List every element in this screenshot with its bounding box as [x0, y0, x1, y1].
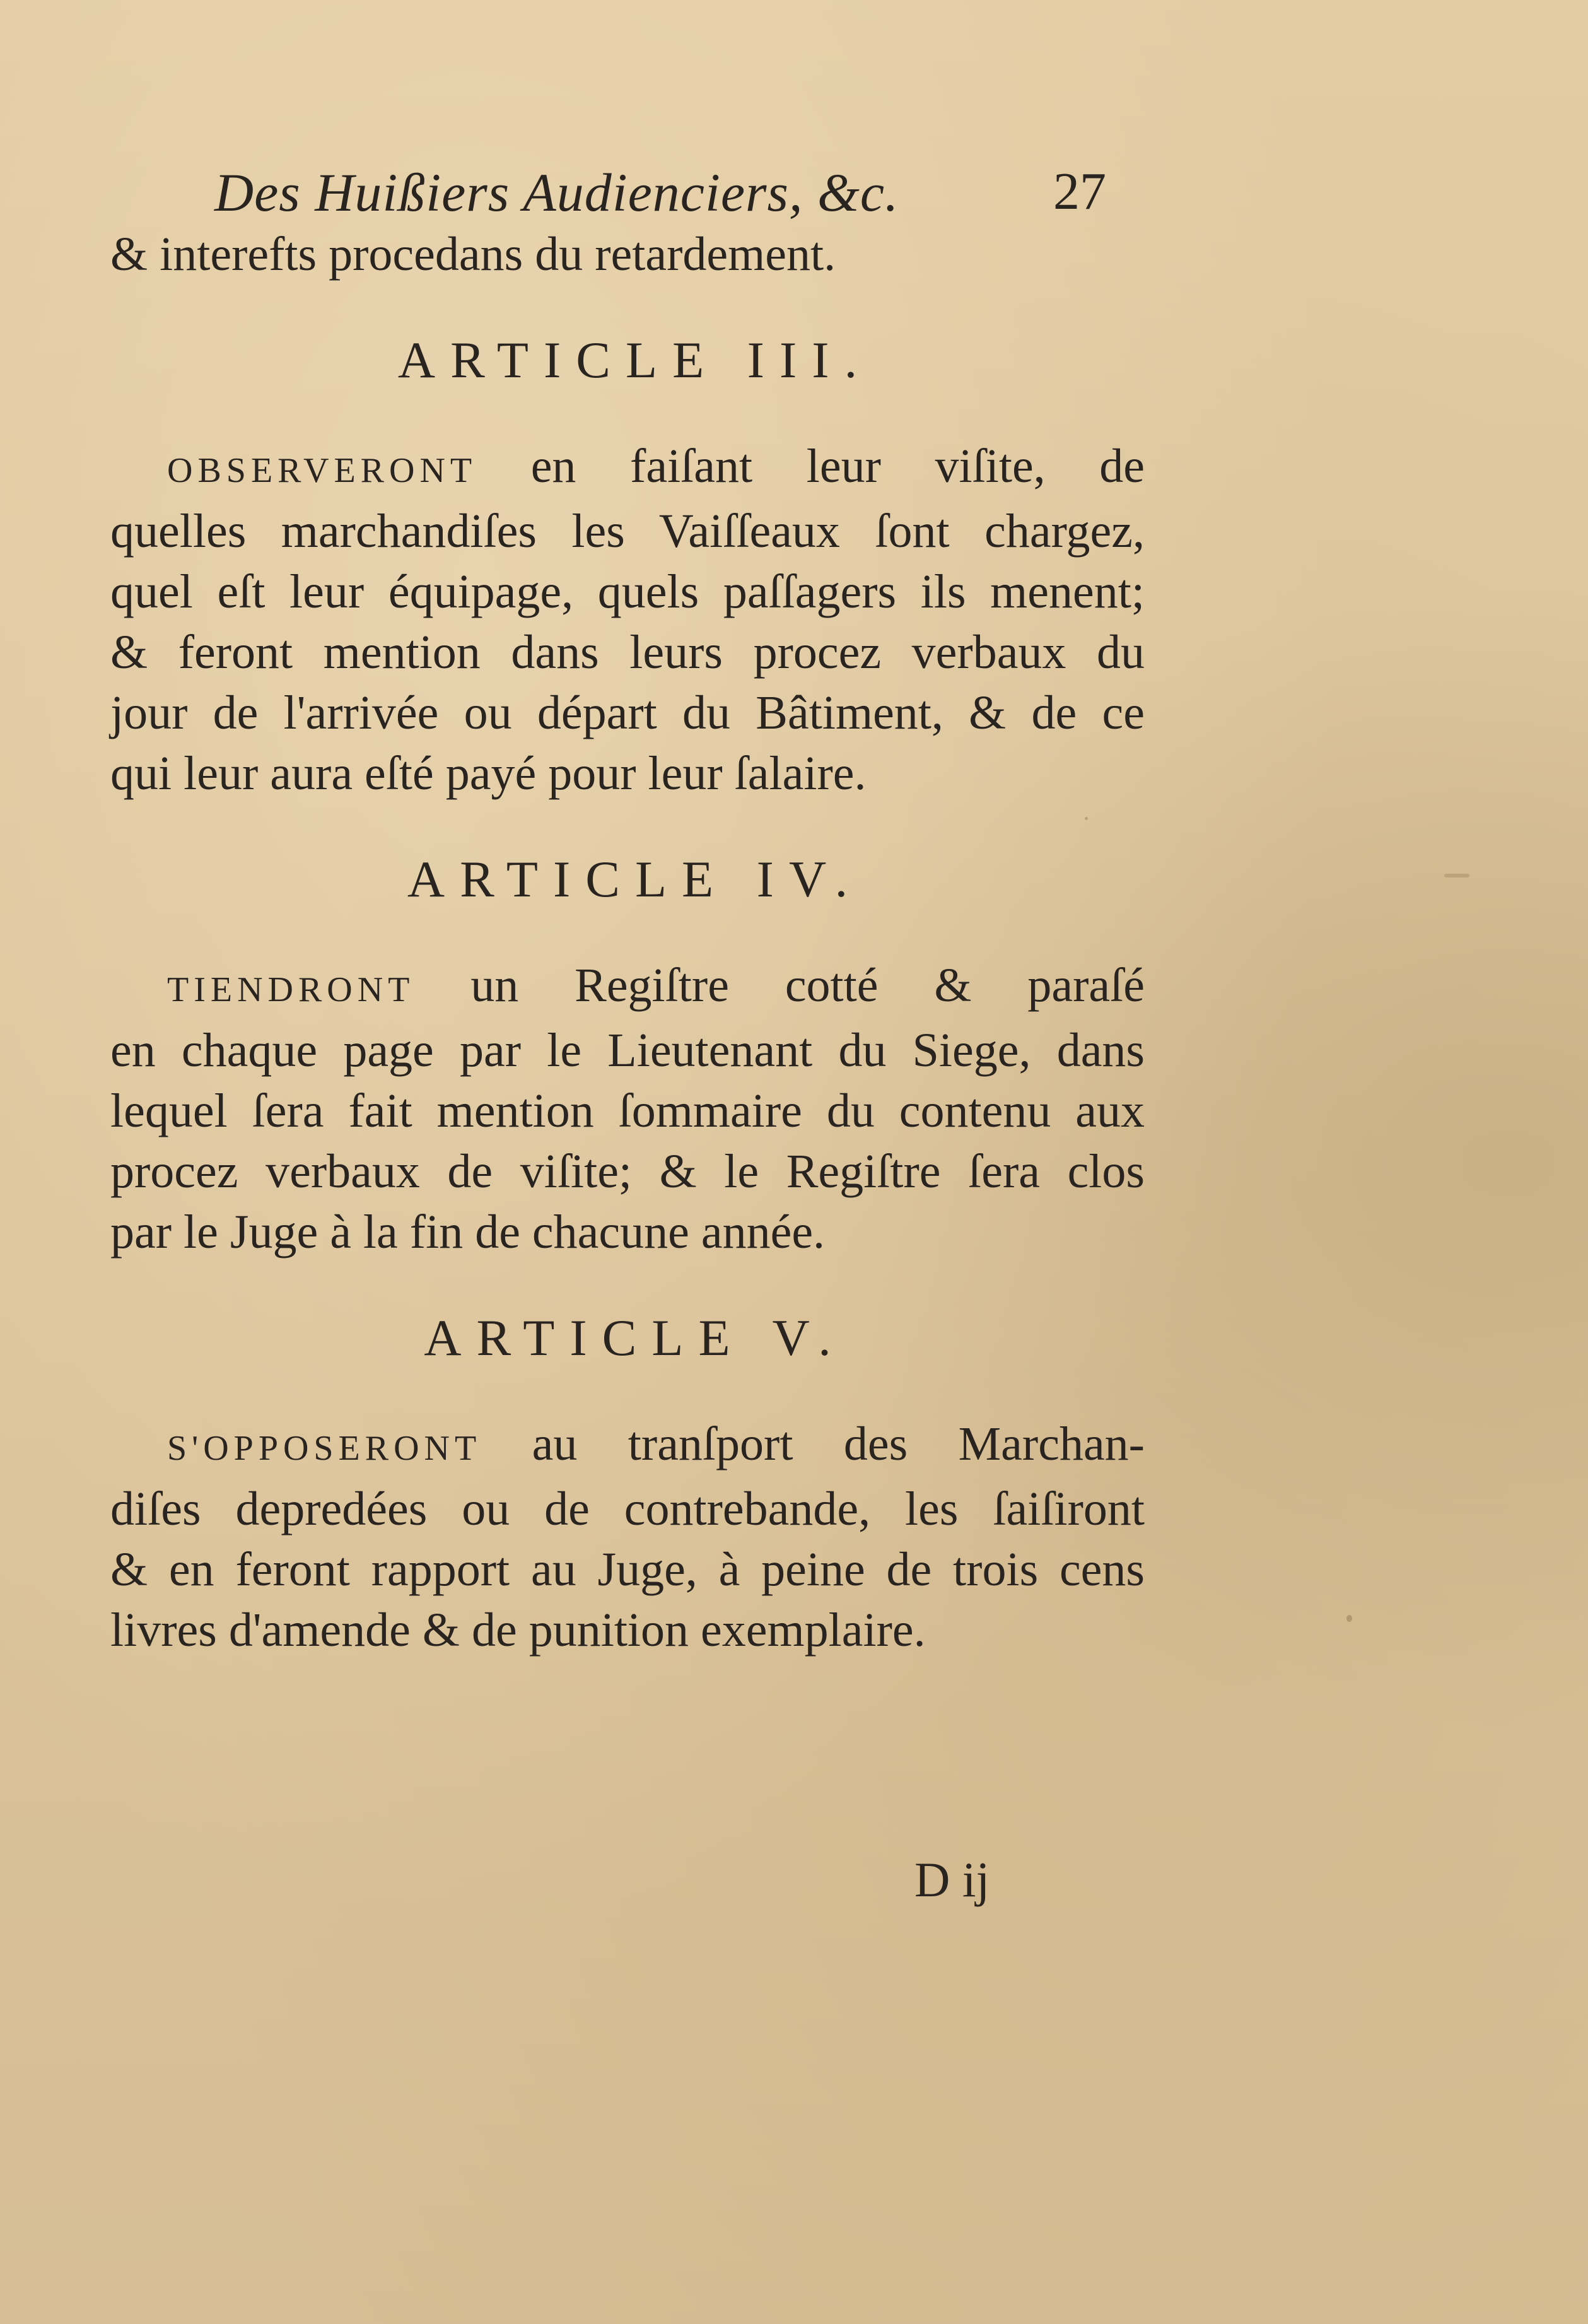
article-line: & en feront rapport au Juge, à peine de trois cens: [110, 1543, 1145, 1596]
article-line-text: en faiſant leur viſite, de: [530, 440, 1145, 493]
article-line: quel eſt leur équipage, quels paſſagers ils menent;: [110, 565, 1145, 618]
article-first-line: [110, 1414, 1145, 1479]
article-line: en chaque page par le Lieutenant du Siege, dans: [110, 1024, 1145, 1077]
article-line: livres d'amende & de punition exemplaire.: [110, 1604, 926, 1657]
signature-mark: D ij: [914, 1852, 990, 1907]
article-line: procez verbaux de viſite; & le Regiſtre ſera clos: [110, 1145, 1145, 1198]
article-lead-word: TIENDRONT: [167, 970, 415, 1009]
page-header: [214, 161, 1198, 230]
intro-line: & interefts procedans du retardement.: [110, 228, 836, 281]
article-first-line: [110, 955, 1145, 1020]
article-heading: ARTICLE IV.: [407, 850, 863, 908]
article-line: par le Juge à la fin de chacune année.: [110, 1206, 826, 1259]
article-line: diſes depredées ou de contrebande, les ſaiſiront: [110, 1482, 1145, 1535]
article-lead-word: S'OPPOSERONT: [167, 1429, 482, 1468]
paper-spot: [1346, 1615, 1352, 1622]
paper-spot: [1444, 874, 1469, 877]
article-lead-word: OBSERVERONT: [167, 451, 477, 490]
article-line: qui leur aura eſté payé pour leur ſalaire.: [110, 747, 867, 800]
article-heading: ARTICLE V.: [424, 1309, 846, 1366]
article-line: & feront mention dans leurs procez verbaux du: [110, 626, 1145, 679]
article-line: lequel ſera fait mention ſommaire du contenu aux: [110, 1084, 1145, 1137]
article-line: quelles marchandiſes les Vaiſſeaux ſont chargez,: [110, 505, 1145, 558]
article-first-line: [110, 436, 1145, 501]
page-body: [110, 224, 1145, 1660]
page-number: 27: [1053, 162, 1106, 221]
running-title: Des Huißiers Audienciers, &c.: [214, 162, 899, 223]
article-line-text: au tranſport des Marchan-: [532, 1417, 1145, 1470]
article-line-text: un Regiſtre cotté & paraſé: [470, 959, 1145, 1012]
article-heading: ARTICLE III.: [397, 331, 873, 389]
article-line: jour de l'arrivée ou départ du Bâtiment, & de ce: [110, 686, 1145, 739]
